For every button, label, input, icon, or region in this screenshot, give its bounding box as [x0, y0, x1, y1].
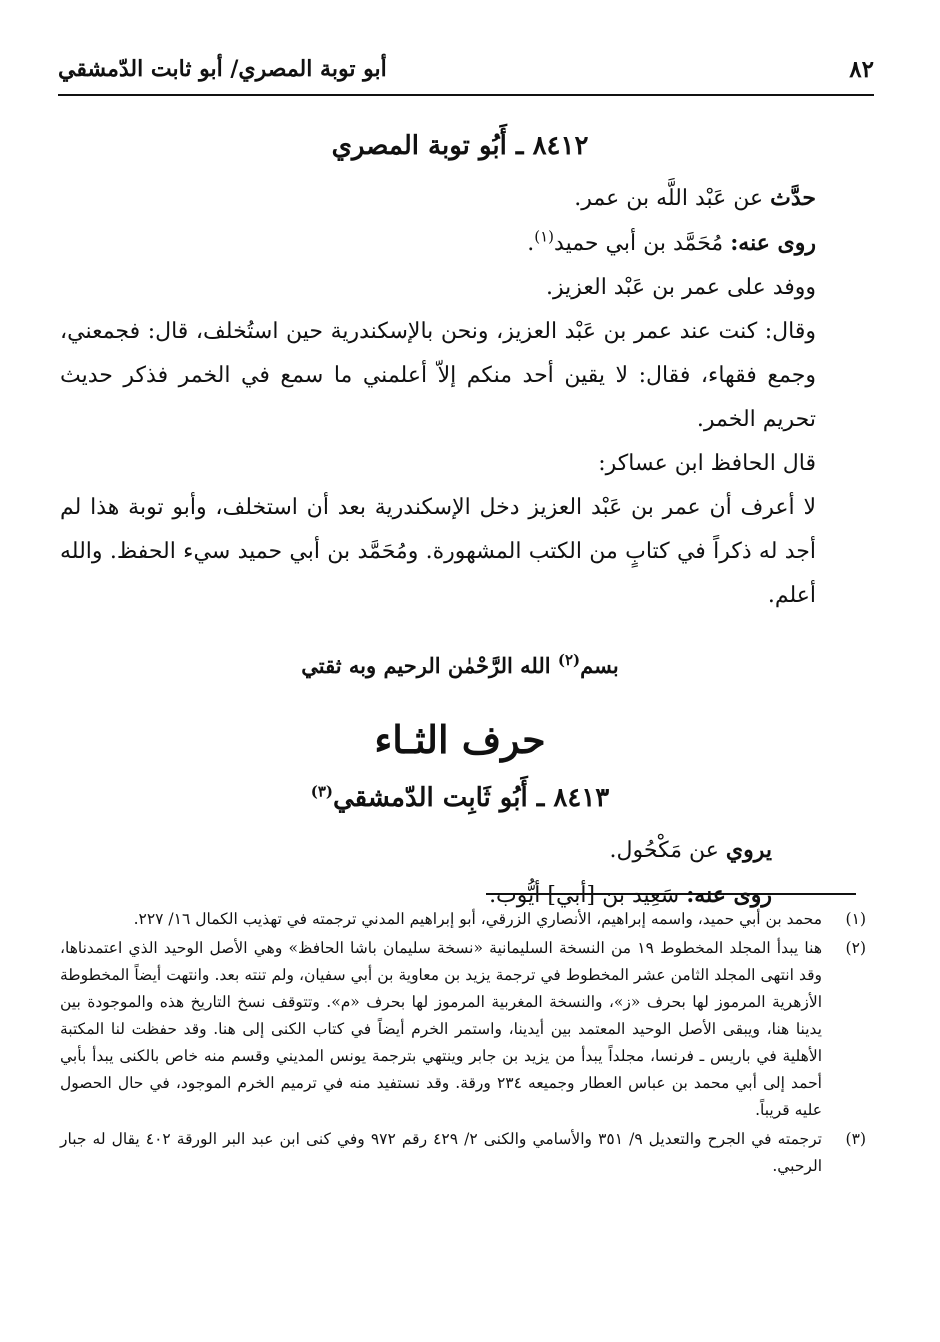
entry-title-8413 — [60, 774, 860, 822]
basmala — [60, 644, 860, 688]
footnote-text: ترجمته في الجرح والتعديل ٩/ ٣٥١ والأسامي والكنى ٢/ ٤٢٩ رقم ٩٧٢ وفي كنى ابن عبد البر الورقة ٤٠٢ يقال له جبار الرحبي. — [60, 1130, 822, 1175]
yarwi-label: يروي — [725, 837, 772, 863]
footnote-separator — [486, 893, 856, 895]
footnote-number: (٣) — [845, 1130, 866, 1148]
footnote-ref-2[interactable]: (٢) — [557, 651, 581, 669]
entry-title-8413-text: ٨٤١٣ ـ أَبُو ثَابِت الدّمشقي — [333, 783, 610, 813]
entry-title-8412: ٨٤١٢ ـ أَبُو توبة المصري — [331, 131, 589, 161]
footnote-ref-1[interactable]: (١) — [534, 227, 555, 246]
yarwi-line — [60, 828, 860, 873]
footnote-text: محمد بن أبي حميد، واسمه إبراهيم، الأنصاري الزرقي، أبو إبراهيم المدني ترجمته في تهذيب الكمال ١٦/ ٢٢٧. — [133, 910, 822, 928]
yarwi-text: عن مَكْحُول. — [609, 838, 726, 863]
rawa-label-2: روى عنه: — [686, 882, 772, 908]
basmala-start: بسم — [580, 653, 619, 678]
footnote — [60, 935, 866, 1124]
rawa-text: مُحَمَّد بن أبي حميد — [554, 231, 731, 256]
footnote-number: (١) — [845, 910, 866, 928]
hafiz-paragraph: لا أعرف أن عمر بن عَبْد العزيز دخل الإسكندرية بعد أن استخلف، وأبو توبة هذا لم أجد له ذكراً في كتابٍ من الكتب المشهورة. ومُحَمَّد بن أبي حميد سيء الحفظ. والله أعلم. — [60, 495, 816, 608]
page-number: ٨٢ — [849, 56, 874, 83]
page-header — [58, 48, 874, 96]
qala-paragraph: وقال: كنت عند عمر بن عَبْد العزيز، ونحن بالإسكندرية حين استُخلف، قال: فجمعني، وجمع فقهاء، فقال: لا يقين أحد منكم إلاّ أعلمني ما سمع في الخمر فذكر حديث تحريم الخمر. — [60, 319, 816, 432]
running-title: أبو توبة المصري/ أبو ثابت الدّمشقي — [58, 56, 387, 82]
rawa-text-2: سَعِيد بن [أبي] أيُّوب. — [489, 883, 687, 908]
rawa-end: . — [527, 231, 535, 256]
footnote — [60, 906, 866, 933]
basmala-end: الله الرَّحْمٰن الرحيم وبه ثقتي — [301, 653, 558, 678]
narration-line — [60, 176, 860, 221]
main-text — [60, 118, 860, 918]
footnote — [60, 1126, 866, 1180]
wafad-line: ووفد على عمر بن عَبْد العزيز. — [545, 275, 816, 300]
hadath-text: عن عَبْد اللَّه بن عمر. — [574, 186, 771, 211]
hadath-label: حدَّث — [770, 185, 816, 211]
footnote-ref-3[interactable]: (٣) — [310, 782, 334, 801]
footnote-text: هنا يبدأ المجلد المخطوط ١٩ من النسخة السليمانية «نسخة سليمان باشا الحافظ» وهي الأصل الوحيد الذي اعتمدناها، وقد انتهى المجلد الثامن عشر المخطوط في ترجمة يزيد بن معاوية بن أبي سفيان، ولم تنته بعد. وانتهت أيضاً المخطوطة الأزهرية المرموز لها بحرف «ز»، والنسخة المغربية المرموز لها بحرف «م». وتتوقف نسخ التاريخ هذه والموجودة بين يدينا هنا، ويبقى الأصل الوحيد المعتمد بين أيدينا، واستمر الخرم أيضاً في كتاب الكنى إلى هنا. وقد حفظت لنا المكتبة الأهلية في باريس ـ فرنسا، مجلداً يبدأ من يزيد بن جابر وينتهي بترجمة يونس المديني وقسم منه خاص بالكنى يبدأ بأبي أحمد إلى أبي محمد بن عباس العطار وجميعه ٢٣٤ ورقة. وقد نستفيد منه في ترميم الخرم الموجود، في حال الحصول عليه قريباً. — [60, 939, 822, 1119]
footnotes — [60, 906, 866, 1182]
narrators-line — [60, 221, 860, 266]
hafiz-intro: قال الحافظ ابن عساكر: — [598, 451, 816, 476]
footnote-number: (٢) — [845, 939, 866, 957]
section-title: حرف الثـاء — [374, 717, 546, 762]
rawa-label: روى عنه: — [730, 230, 816, 256]
